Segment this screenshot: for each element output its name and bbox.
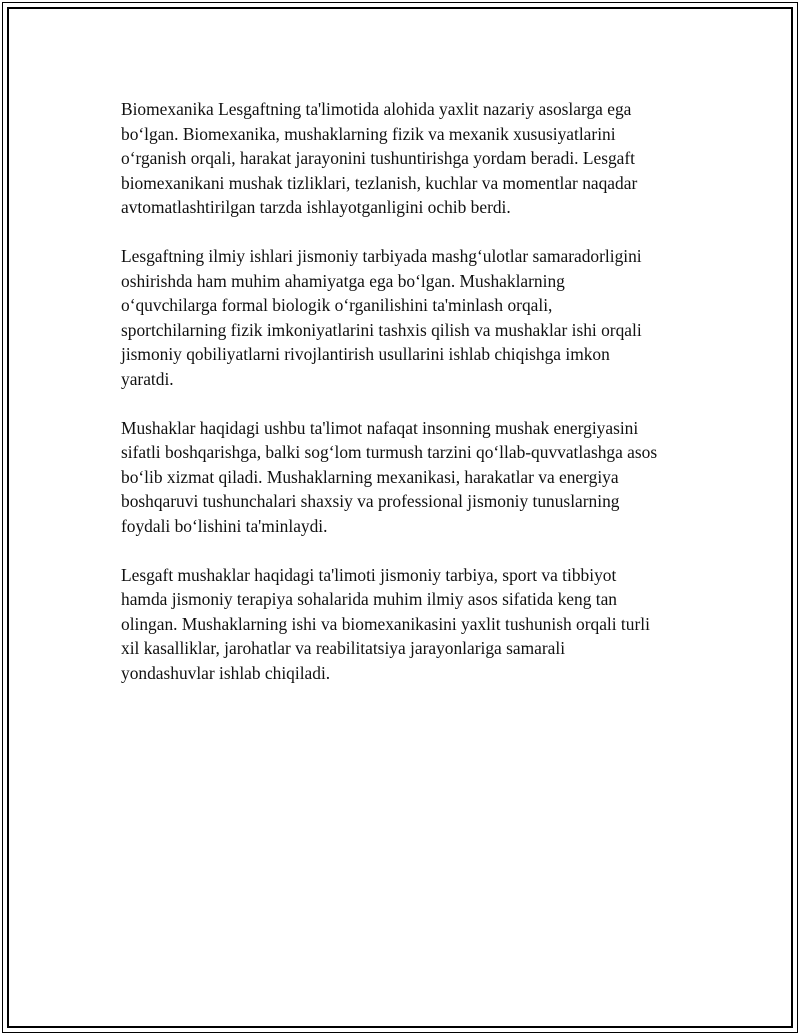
text-line: jismoniy qobiliyatlarni rivojlantirish usullarini ishlab chiqishga imkon — [121, 344, 610, 364]
text-line: o‘rganish orqali, harakat jarayonini tushuntirishga yordam beradi. Lesgaft — [121, 148, 635, 168]
paragraph-3 — [121, 416, 701, 539]
text-line: biomexanikani mushak tizliklari, tezlanish, kuchlar va momentlar naqadar — [121, 172, 638, 193]
paragraph-2 — [121, 244, 701, 391]
text-line: Biomexanika Lesgaftning ta'limotida alohida yaxlit nazariy asoslarga ega — [121, 99, 632, 119]
text-line: Mushaklar haqidagi ushbu ta'limot nafaqat insonning mushak energiyasini — [121, 417, 639, 438]
text-line: o‘quvchilarga formal biologik o‘rganilishini ta'minlash orqali, — [121, 295, 553, 315]
text-line: foydali bo‘lishini ta'minlaydi. — [121, 515, 328, 536]
text-line: bo‘lib xizmat qiladi. Mushaklarning mexanikasi, harakatlar va energiya — [121, 466, 619, 487]
text-line: Lesgaft mushaklar haqidagi ta'limoti jismoniy tarbiya, sport va tibbiyot — [121, 564, 617, 585]
text-line: sifatli boshqarishga, balki sog‘lom turmush tarzini qo‘llab-quvvatlashga asos — [121, 442, 658, 462]
text-line: olingan. Mushaklarning ishi va biomexanikasini yaxlit tushunish orqali turli — [121, 613, 650, 634]
text-line: hamda jismoniy terapiya sohalarida muhim ilmiy asos sifatida keng tan — [121, 589, 618, 609]
text-line: yondashuvlar ishlab chiqiladi. — [121, 662, 331, 683]
text-line: bo‘lgan. Biomexanika, mushaklarning fizik va mexanik xususiyatlarini — [121, 123, 616, 144]
text-line: oshirishda ham muhim ahamiyatga ega bo‘lgan. Mushaklarning — [121, 270, 565, 291]
paragraph-1 — [121, 97, 701, 220]
text-line: yaratdi. — [121, 368, 174, 389]
page-frame — [2, 2, 798, 1033]
text-line: sportchilarning fizik imkoniyatlarini tashxis qilish va mushaklar ishi orqali — [121, 319, 642, 340]
text-line: boshqaruvi tushunchalari shaxsiy va professional jismoniy tunuslarning — [121, 491, 620, 511]
text-line: avtomatlashtirilgan tarzda ishlayotganligini ochib berdi. — [121, 197, 511, 217]
text-line: Lesgaftning ilmiy ishlari jismoniy tarbiyada mashg‘ulotlar samaradorligini — [121, 246, 642, 266]
text-line: xil kasalliklar, jarohatlar va reabilitatsiya jarayonlariga samarali — [121, 638, 566, 658]
paragraph-4 — [121, 563, 701, 686]
document-body — [121, 97, 701, 710]
